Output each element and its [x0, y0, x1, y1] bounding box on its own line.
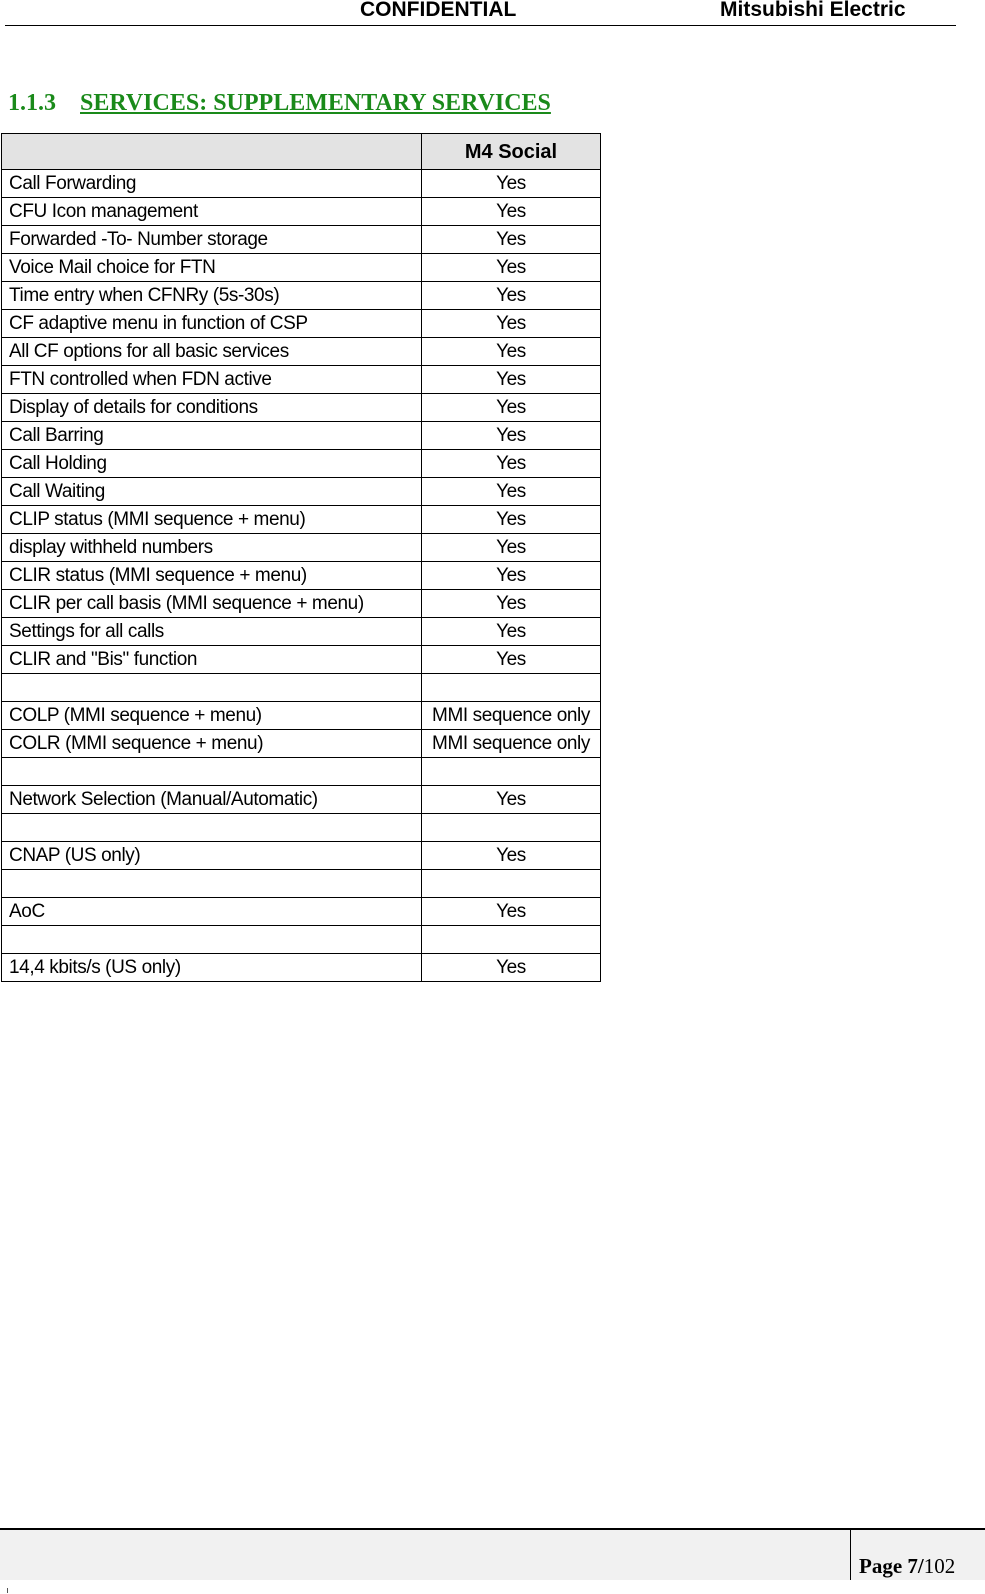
support-value-cell: Yes	[422, 842, 601, 870]
support-value-cell	[422, 926, 601, 954]
support-value-cell	[422, 674, 601, 702]
support-value-cell: Yes	[422, 338, 601, 366]
support-value-cell: Yes	[422, 590, 601, 618]
table-row	[2, 618, 601, 646]
support-value-cell: Yes	[422, 786, 601, 814]
feature-cell: 14,4 kbits/s (US only)	[2, 954, 422, 982]
table-row	[2, 926, 601, 954]
table-row	[2, 674, 601, 702]
support-value-cell: Yes	[422, 646, 601, 674]
table-row	[2, 422, 601, 450]
table-row	[2, 310, 601, 338]
support-value-cell: Yes	[422, 394, 601, 422]
support-value-cell	[422, 814, 601, 842]
support-value-cell: Yes	[422, 562, 601, 590]
feature-cell: CF adaptive menu in function of CSP	[2, 310, 422, 338]
table-row	[2, 842, 601, 870]
table-row	[2, 786, 601, 814]
feature-cell: CLIR and "Bis" function	[2, 646, 422, 674]
support-value-cell: MMI sequence only	[422, 730, 601, 758]
table-row	[2, 702, 601, 730]
support-value-cell: Yes	[422, 506, 601, 534]
feature-cell	[2, 814, 422, 842]
table-row	[2, 254, 601, 282]
table-row	[2, 814, 601, 842]
feature-cell: CLIR per call basis (MMI sequence + menu)	[2, 590, 422, 618]
table-body	[2, 170, 601, 982]
table-row	[2, 646, 601, 674]
support-value-cell: Yes	[422, 310, 601, 338]
feature-cell	[2, 926, 422, 954]
table-row	[2, 590, 601, 618]
support-value-cell	[422, 758, 601, 786]
support-value-cell: Yes	[422, 898, 601, 926]
support-value-cell: Yes	[422, 254, 601, 282]
feature-column-header	[2, 134, 422, 170]
feature-cell: Display of details for conditions	[2, 394, 422, 422]
table-row	[2, 394, 601, 422]
table-row	[2, 198, 601, 226]
feature-cell: AoC	[2, 898, 422, 926]
feature-cell: display withheld numbers	[2, 534, 422, 562]
table-row	[2, 562, 601, 590]
feature-cell: CNAP (US only)	[2, 842, 422, 870]
feature-cell: COLR (MMI sequence + menu)	[2, 730, 422, 758]
feature-cell: COLP (MMI sequence + menu)	[2, 702, 422, 730]
company-name: Mitsubishi Electric	[720, 0, 906, 21]
section-heading	[8, 90, 551, 117]
table-row	[2, 170, 601, 198]
table-row	[2, 954, 601, 982]
feature-cell: Call Holding	[2, 450, 422, 478]
support-value-cell: Yes	[422, 450, 601, 478]
table-row	[2, 870, 601, 898]
feature-cell: Call Waiting	[2, 478, 422, 506]
feature-cell: Network Selection (Manual/Automatic)	[2, 786, 422, 814]
table-row	[2, 478, 601, 506]
page-header	[5, 0, 956, 26]
table-row	[2, 450, 601, 478]
feature-cell: Call Forwarding	[2, 170, 422, 198]
section-title: SERVICES: SUPPLEMENTARY SERVICES	[80, 90, 551, 116]
page-number	[859, 1554, 955, 1579]
m4-social-column-header: M4 Social	[422, 134, 601, 170]
supplementary-services-table	[1, 133, 601, 982]
feature-cell: CFU Icon management	[2, 198, 422, 226]
feature-cell: Time entry when CFNRy (5s-30s)	[2, 282, 422, 310]
support-value-cell: Yes	[422, 170, 601, 198]
table-row	[2, 282, 601, 310]
table-row	[2, 226, 601, 254]
feature-cell	[2, 674, 422, 702]
feature-cell: Settings for all calls	[2, 618, 422, 646]
feature-cell: Voice Mail choice for FTN	[2, 254, 422, 282]
feature-cell: CLIP status (MMI sequence + menu)	[2, 506, 422, 534]
support-value-cell: Yes	[422, 198, 601, 226]
page-label: Page 7/	[859, 1554, 924, 1578]
support-value-cell: Yes	[422, 422, 601, 450]
footer-mark	[7, 1588, 8, 1593]
support-value-cell: Yes	[422, 478, 601, 506]
support-value-cell: Yes	[422, 534, 601, 562]
support-value-cell: MMI sequence only	[422, 702, 601, 730]
section-number: 1.1.3	[8, 90, 56, 116]
feature-cell: All CF options for all basic services	[2, 338, 422, 366]
support-value-cell	[422, 870, 601, 898]
confidential-label: CONFIDENTIAL	[360, 0, 517, 21]
support-value-cell: Yes	[422, 366, 601, 394]
table-header-row	[2, 134, 601, 170]
feature-cell	[2, 758, 422, 786]
table-row	[2, 898, 601, 926]
table-row	[2, 338, 601, 366]
support-value-cell: Yes	[422, 282, 601, 310]
table-row	[2, 366, 601, 394]
table-row	[2, 730, 601, 758]
support-value-cell: Yes	[422, 618, 601, 646]
feature-cell: FTN controlled when FDN active	[2, 366, 422, 394]
feature-cell: CLIR status (MMI sequence + menu)	[2, 562, 422, 590]
feature-cell	[2, 870, 422, 898]
feature-cell: Forwarded -To- Number storage	[2, 226, 422, 254]
page-total: 102	[923, 1554, 956, 1578]
page-footer	[0, 1528, 985, 1580]
table-row	[2, 534, 601, 562]
feature-cell: Call Barring	[2, 422, 422, 450]
support-value-cell: Yes	[422, 226, 601, 254]
table-row	[2, 506, 601, 534]
support-value-cell: Yes	[422, 954, 601, 982]
table-row	[2, 758, 601, 786]
page-number-box	[850, 1530, 985, 1580]
